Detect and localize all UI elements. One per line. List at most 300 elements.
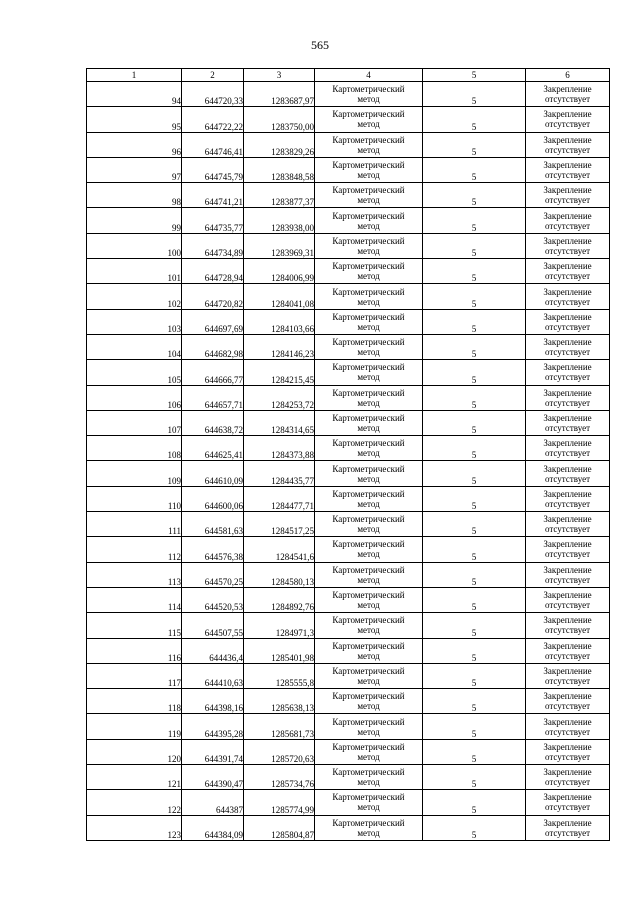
coordinate-y: 1285555,8: [244, 663, 315, 688]
fixing-cell: [526, 436, 610, 461]
fixing-line: отсутствует: [544, 119, 591, 130]
accuracy-cell: 5: [423, 208, 526, 233]
fixing-cell: [526, 461, 610, 486]
method-line: Картометрический: [332, 261, 405, 272]
coordinate-x: 644410,63: [182, 663, 244, 688]
method-line: Картометрический: [332, 590, 405, 601]
coordinate-x: 644720,82: [182, 284, 244, 309]
column-header: 3: [244, 69, 315, 82]
method-line: Картометрический: [332, 514, 405, 525]
method-line: Картометрический: [332, 665, 405, 676]
coordinate-x: 644576,38: [182, 537, 244, 562]
accuracy-cell: 5: [423, 790, 526, 815]
fixing-cell: [526, 157, 610, 182]
fixing-cell: [526, 613, 610, 638]
method-line: метод: [357, 296, 380, 307]
fixing-cell: [526, 183, 610, 208]
point-number: 118: [87, 689, 182, 714]
accuracy-cell: 5: [423, 689, 526, 714]
coordinate-y: 1284041,08: [244, 284, 315, 309]
method-line: метод: [357, 220, 380, 231]
accuracy-cell: 5: [423, 385, 526, 410]
coordinate-y: 1284477,71: [244, 486, 315, 511]
coordinate-x: 644746,41: [182, 132, 244, 157]
coordinate-x: 644600,06: [182, 486, 244, 511]
coordinate-x: 644507,55: [182, 613, 244, 638]
method-line: Картометрический: [332, 311, 405, 322]
method-cell: [315, 461, 423, 486]
accuracy-cell: 5: [423, 284, 526, 309]
fixing-line: Закрепление: [543, 160, 592, 171]
coordinate-y: 1284435,77: [244, 461, 315, 486]
method-cell: [315, 638, 423, 663]
fixing-line: отсутствует: [544, 625, 591, 636]
method-line: метод: [357, 170, 380, 181]
method-line: Картометрический: [332, 615, 405, 626]
coordinate-x: 644697,69: [182, 309, 244, 334]
coordinate-y: 1284373,88: [244, 436, 315, 461]
method-cell: [315, 613, 423, 638]
fixing-cell: [526, 512, 610, 537]
method-line: Картометрический: [332, 84, 405, 95]
method-line: Картометрический: [332, 235, 405, 246]
column-header: 1: [87, 69, 182, 82]
fixing-line: отсутствует: [544, 321, 591, 332]
coordinate-x: 644625,41: [182, 436, 244, 461]
method-line: метод: [357, 549, 380, 560]
table-row: [87, 284, 610, 309]
point-number: 113: [87, 562, 182, 587]
coordinate-y: 1285804,87: [244, 815, 315, 840]
method-cell: [315, 486, 423, 511]
method-line: Картометрический: [332, 463, 405, 474]
accuracy-cell: 5: [423, 512, 526, 537]
fixing-line: Закрепление: [543, 716, 592, 727]
coordinate-x: 644745,79: [182, 157, 244, 182]
fixing-cell: [526, 284, 610, 309]
fixing-line: отсутствует: [544, 701, 591, 712]
point-number: 116: [87, 638, 182, 663]
point-number: 94: [87, 82, 182, 107]
page-number: 565: [311, 38, 329, 52]
fixing-line: Закрепление: [543, 817, 592, 828]
fixing-line: Закрепление: [543, 514, 592, 525]
accuracy-cell: 5: [423, 309, 526, 334]
fixing-cell: [526, 360, 610, 385]
coordinate-x: 644570,25: [182, 562, 244, 587]
fixing-cell: [526, 562, 610, 587]
table-row: [87, 82, 610, 107]
fixing-line: Закрепление: [543, 134, 592, 145]
method-line: метод: [357, 372, 380, 383]
table-row: [87, 587, 610, 612]
coordinate-x: 644720,33: [182, 82, 244, 107]
fixing-line: Закрепление: [543, 109, 592, 120]
method-cell: [315, 259, 423, 284]
fixing-line: отсутствует: [544, 271, 591, 282]
fixing-line: отсутствует: [544, 600, 591, 611]
point-number: 103: [87, 309, 182, 334]
accuracy-cell: 5: [423, 157, 526, 182]
point-number: 122: [87, 790, 182, 815]
accuracy-cell: 5: [423, 486, 526, 511]
method-line: метод: [357, 600, 380, 611]
method-line: Картометрический: [332, 210, 405, 221]
method-line: метод: [357, 119, 380, 130]
point-number: 107: [87, 410, 182, 435]
fixing-line: Закрепление: [543, 665, 592, 676]
coordinate-y: 1283848,58: [244, 157, 315, 182]
method-cell: [315, 107, 423, 132]
accuracy-cell: 5: [423, 82, 526, 107]
fixing-cell: [526, 739, 610, 764]
fixing-line: Закрепление: [543, 286, 592, 297]
coordinate-y: 1283750,00: [244, 107, 315, 132]
fixing-cell: [526, 765, 610, 790]
accuracy-cell: 5: [423, 132, 526, 157]
point-number: 97: [87, 157, 182, 182]
table-row: [87, 107, 610, 132]
coordinate-y: 1285681,73: [244, 714, 315, 739]
point-number: 119: [87, 714, 182, 739]
accuracy-cell: 5: [423, 714, 526, 739]
method-line: метод: [357, 397, 380, 408]
header-row: [87, 69, 610, 82]
method-line: метод: [357, 777, 380, 788]
fixing-line: отсутствует: [544, 802, 591, 813]
fixing-line: отсутствует: [544, 220, 591, 231]
fixing-cell: [526, 385, 610, 410]
table-row: [87, 815, 610, 840]
fixing-cell: [526, 107, 610, 132]
accuracy-cell: 5: [423, 233, 526, 258]
method-cell: [315, 132, 423, 157]
fixing-cell: [526, 486, 610, 511]
fixing-line: Закрепление: [543, 691, 592, 702]
accuracy-cell: 5: [423, 334, 526, 359]
point-number: 114: [87, 587, 182, 612]
coordinate-y: 1284892,76: [244, 587, 315, 612]
method-line: метод: [357, 802, 380, 813]
coordinate-y: 1285401,98: [244, 638, 315, 663]
table-row: [87, 663, 610, 688]
method-cell: [315, 765, 423, 790]
coordinates-table: [86, 68, 610, 841]
fixing-line: Закрепление: [543, 438, 592, 449]
table-row: [87, 157, 610, 182]
method-line: метод: [357, 245, 380, 256]
fixing-cell: [526, 82, 610, 107]
coordinate-y: 1285638,13: [244, 689, 315, 714]
fixing-line: отсутствует: [544, 650, 591, 661]
fixing-line: отсутствует: [544, 448, 591, 459]
fixing-cell: [526, 537, 610, 562]
method-cell: [315, 436, 423, 461]
accuracy-cell: 5: [423, 360, 526, 385]
fixing-cell: [526, 334, 610, 359]
method-cell: [315, 309, 423, 334]
table-row: [87, 183, 610, 208]
accuracy-cell: 5: [423, 562, 526, 587]
accuracy-cell: 5: [423, 183, 526, 208]
method-line: метод: [357, 675, 380, 686]
method-line: Картометрический: [332, 185, 405, 196]
fixing-line: Закрепление: [543, 337, 592, 348]
table-row: [87, 208, 610, 233]
coordinate-y: 1284215,45: [244, 360, 315, 385]
method-line: Картометрический: [332, 109, 405, 120]
coordinate-x: 644520,53: [182, 587, 244, 612]
table-row: [87, 790, 610, 815]
method-cell: [315, 739, 423, 764]
method-cell: [315, 385, 423, 410]
method-line: метод: [357, 423, 380, 433]
coordinate-x: 644728,94: [182, 259, 244, 284]
fixing-line: отсутствует: [544, 549, 591, 560]
coordinate-x: 644657,71: [182, 385, 244, 410]
fixing-cell: [526, 233, 610, 258]
method-cell: [315, 360, 423, 385]
coordinate-y: 1284541,6: [244, 537, 315, 562]
table-row: [87, 334, 610, 359]
accuracy-cell: 5: [423, 739, 526, 764]
method-cell: [315, 714, 423, 739]
method-line: метод: [357, 574, 380, 585]
method-line: метод: [357, 321, 380, 332]
table-row: [87, 410, 610, 435]
table-row: [87, 360, 610, 385]
method-cell: [315, 562, 423, 587]
method-line: метод: [357, 498, 380, 509]
fixing-line: отсутствует: [544, 751, 591, 762]
table-row: [87, 512, 610, 537]
point-number: 111: [87, 512, 182, 537]
fixing-line: отсутствует: [544, 170, 591, 181]
fixing-line: отсутствует: [544, 777, 591, 788]
method-line: метод: [357, 701, 380, 712]
coordinate-x: 644610,09: [182, 461, 244, 486]
fixing-line: отсутствует: [544, 675, 591, 686]
coordinate-x: 644722,22: [182, 107, 244, 132]
accuracy-cell: 5: [423, 765, 526, 790]
method-line: метод: [357, 650, 380, 661]
method-line: Картометрический: [332, 564, 405, 575]
fixing-line: отсутствует: [544, 195, 591, 206]
point-number: 120: [87, 739, 182, 764]
column-header: 6: [526, 69, 610, 82]
fixing-cell: [526, 815, 610, 840]
table-row: [87, 233, 610, 258]
method-cell: [315, 790, 423, 815]
table-row: [87, 613, 610, 638]
fixing-line: Закрепление: [543, 741, 592, 752]
coordinate-x: 644741,21: [182, 183, 244, 208]
method-cell: [315, 183, 423, 208]
coordinate-y: 1284253,72: [244, 385, 315, 410]
fixing-line: отсутствует: [544, 296, 591, 307]
accuracy-cell: 5: [423, 537, 526, 562]
table-row: [87, 562, 610, 587]
accuracy-cell: 5: [423, 587, 526, 612]
method-line: Картометрический: [332, 362, 405, 373]
point-number: 100: [87, 233, 182, 258]
method-line: Картометрический: [332, 691, 405, 702]
fixing-line: Закрепление: [543, 488, 592, 499]
table-row: [87, 714, 610, 739]
fixing-cell: [526, 208, 610, 233]
method-cell: [315, 815, 423, 840]
method-cell: [315, 82, 423, 107]
point-number: 109: [87, 461, 182, 486]
coordinate-y: 1285734,76: [244, 765, 315, 790]
table-row: [87, 461, 610, 486]
point-number: 106: [87, 385, 182, 410]
method-line: метод: [357, 94, 380, 105]
coordinate-y: 1284146,23: [244, 334, 315, 359]
accuracy-cell: 5: [423, 410, 526, 435]
method-cell: [315, 663, 423, 688]
method-line: метод: [357, 751, 380, 762]
fixing-line: Закрепление: [543, 311, 592, 322]
coordinate-y: 1283877,37: [244, 183, 315, 208]
method-line: метод: [357, 347, 380, 358]
method-line: Картометрический: [332, 488, 405, 499]
coordinate-x: 644387: [182, 790, 244, 815]
method-cell: [315, 334, 423, 359]
accuracy-cell: 5: [423, 461, 526, 486]
coordinate-y: 1285774,99: [244, 790, 315, 815]
fixing-line: Закрепление: [543, 84, 592, 95]
fixing-line: Закрепление: [543, 261, 592, 272]
fixing-line: отсутствует: [544, 473, 591, 484]
coordinate-x: 644666,77: [182, 360, 244, 385]
table-row: [87, 436, 610, 461]
point-number: 99: [87, 208, 182, 233]
method-cell: [315, 208, 423, 233]
fixing-cell: [526, 714, 610, 739]
method-cell: [315, 284, 423, 309]
fixing-line: Закрепление: [543, 767, 592, 778]
table-row: [87, 537, 610, 562]
column-header: 2: [182, 69, 244, 82]
fixing-line: отсутствует: [544, 347, 591, 358]
method-line: Картометрический: [332, 134, 405, 145]
method-line: метод: [357, 524, 380, 535]
table-row: [87, 259, 610, 284]
table-row: [87, 309, 610, 334]
coordinate-x: 644734,89: [182, 233, 244, 258]
column-header: 4: [315, 69, 423, 82]
coordinate-y: 1284006,99: [244, 259, 315, 284]
point-number: 95: [87, 107, 182, 132]
point-number: 104: [87, 334, 182, 359]
coordinate-x: 644384,09: [182, 815, 244, 840]
coordinate-y: 1283829,26: [244, 132, 315, 157]
method-line: Картометрический: [332, 741, 405, 752]
coordinate-x: 644735,77: [182, 208, 244, 233]
coordinate-x: 644436,4: [182, 638, 244, 663]
table-row: [87, 486, 610, 511]
method-line: метод: [357, 726, 380, 737]
method-cell: [315, 587, 423, 612]
fixing-line: Закрепление: [543, 185, 592, 196]
fixing-line: Закрепление: [543, 590, 592, 601]
coordinate-y: 1285720,63: [244, 739, 315, 764]
method-line: метод: [357, 625, 380, 636]
coordinate-x: 644390,47: [182, 765, 244, 790]
table-body: [87, 82, 610, 841]
method-cell: [315, 410, 423, 435]
fixing-line: отсутствует: [544, 524, 591, 535]
accuracy-cell: 5: [423, 663, 526, 688]
fixing-line: Закрепление: [543, 387, 592, 398]
fixing-line: Закрепление: [543, 792, 592, 803]
method-line: метод: [357, 827, 380, 838]
point-number: 101: [87, 259, 182, 284]
point-number: 117: [87, 663, 182, 688]
fixing-line: Закрепление: [543, 235, 592, 246]
fixing-cell: [526, 790, 610, 815]
fixing-cell: [526, 259, 610, 284]
fixing-line: отсутствует: [544, 245, 591, 256]
method-line: Картометрический: [332, 387, 405, 398]
fixing-line: отсутствует: [544, 827, 591, 838]
method-line: Картометрический: [332, 160, 405, 171]
accuracy-cell: 5: [423, 107, 526, 132]
coordinate-y: 1284971,3: [244, 613, 315, 638]
method-line: Картометрический: [332, 792, 405, 803]
coordinate-x: 644395,28: [182, 714, 244, 739]
coordinate-y: 1284103,66: [244, 309, 315, 334]
method-line: Картометрический: [332, 438, 405, 449]
fixing-line: отсутствует: [544, 144, 591, 155]
table-row: [87, 739, 610, 764]
method-line: Картометрический: [332, 337, 405, 348]
fixing-line: отсутствует: [544, 372, 591, 383]
method-cell: [315, 157, 423, 182]
method-cell: [315, 689, 423, 714]
method-line: метод: [357, 473, 380, 484]
table-row: [87, 132, 610, 157]
coordinate-y: 1283969,31: [244, 233, 315, 258]
method-line: Картометрический: [332, 539, 405, 550]
point-number: 96: [87, 132, 182, 157]
coordinate-y: 1284517,25: [244, 512, 315, 537]
fixing-line: Закрепление: [543, 463, 592, 474]
fixing-line: Закрепление: [543, 413, 592, 423]
method-cell: [315, 537, 423, 562]
method-cell: [315, 233, 423, 258]
fixing-line: Закрепление: [543, 539, 592, 550]
point-number: 105: [87, 360, 182, 385]
fixing-cell: [526, 587, 610, 612]
coordinate-y: 1283938,00: [244, 208, 315, 233]
point-number: 115: [87, 613, 182, 638]
fixing-line: отсутствует: [544, 726, 591, 737]
point-number: 110: [87, 486, 182, 511]
method-line: метод: [357, 448, 380, 459]
fixing-cell: [526, 410, 610, 435]
fixing-line: Закрепление: [543, 564, 592, 575]
coordinate-y: 1283687,97: [244, 82, 315, 107]
accuracy-cell: 5: [423, 613, 526, 638]
fixing-cell: [526, 638, 610, 663]
point-number: 112: [87, 537, 182, 562]
method-line: метод: [357, 195, 380, 206]
fixing-line: отсутствует: [544, 397, 591, 408]
point-number: 123: [87, 815, 182, 840]
coordinate-x: 644398,16: [182, 689, 244, 714]
